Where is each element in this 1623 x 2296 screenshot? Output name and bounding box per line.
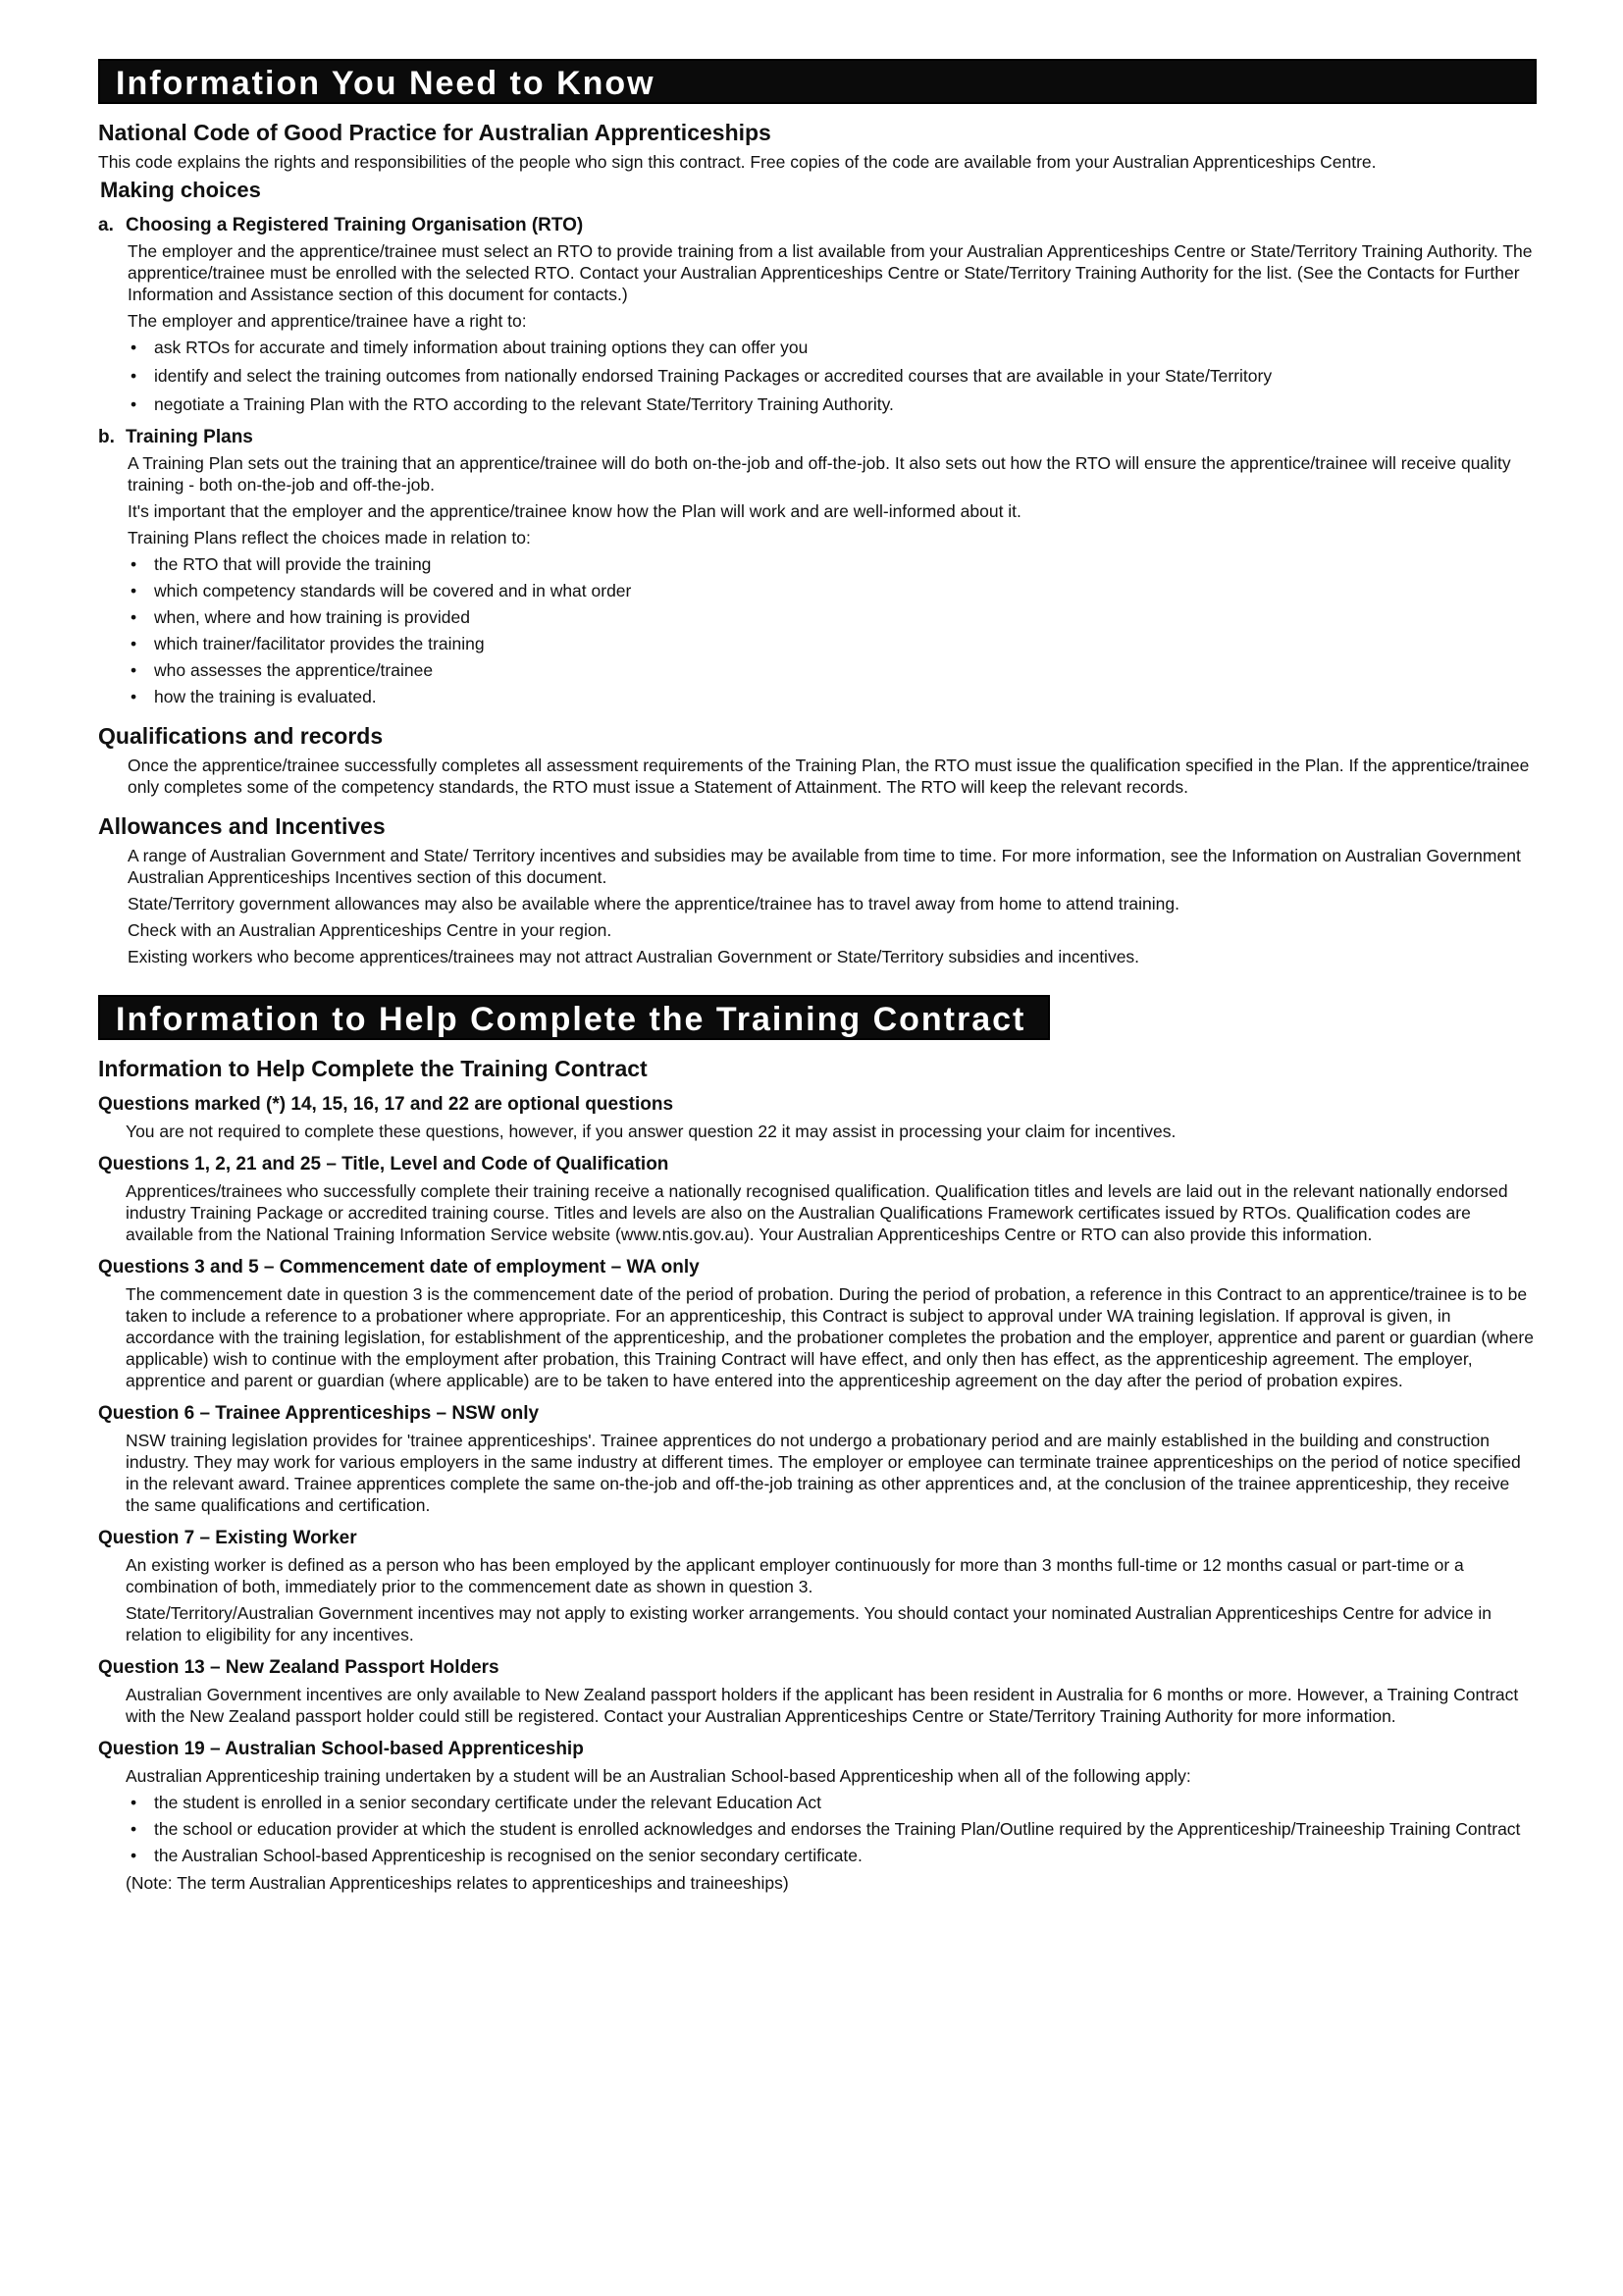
rto-paragraph-1: The employer and the apprentice/trainee must select an RTO to provide training from a list available from your Australian Apprenticeships Centre or State/Territory Training Authority. The apprentice/trainee must be enrolled with the selected RTO. Contact your Australian Apprenticeships Centre or State/Territory Training Authority for the list. (See the Contacts for Further Information and Assistance section of this document for contacts.) [128,241,1533,304]
nsw-trainee-heading: Question 6 – Trainee Apprenticeships – NSW only [98,1403,540,1424]
list-item: • which competency standards will be covered and in what order [128,580,1537,601]
allowances-paragraph-1: A range of Australian Government and State/ Territory incentives and subsidies may be available from time to time. For more information, see the Information on Australian Government Australian Apprenticeships Incentives section of this document. [128,846,1521,887]
subsection-b-marker: b. [98,427,115,447]
document-page [98,59,1537,1899]
qualification-questions-text: Apprentices/trainees who successfully complete their training receive a nationally recognised qualification. Qualification titles and levels are laid out in the relevant nationally endorsed industry Training Package or accredited training course. Titles and levels are also on the Australian Qualifications Framework certificates issued by RTOs. Qualification codes are available from the National Training Information Service website (www.ntis.gov.au). Your Australian Apprenticeships Centre or RTO can also provide this information. [126,1181,1508,1244]
qualifications-text: Once the apprentice/trainee successfully completes all assessment requirements of the Training Plan, the RTO must issue the qualification specified in the Plan. If the apprentice/trainee only completes some of the competency standards, the RTO must issue a Statement of Attainment. The RTO will keep the relevant records. [128,756,1530,797]
list-item: • negotiate a Training Plan with the RTO according to the relevant State/Territory Training Authority. [128,393,1537,415]
list-item: • the RTO that will provide the training [128,553,1537,575]
subsection-a-title: Choosing a Registered Training Organisation (RTO) [126,215,584,235]
optional-questions-text: You are not required to complete these questions, however, if you answer question 22 it may assist in processing your claim for incentives. [126,1122,1177,1141]
list-item: • when, where and how training is provided [128,606,1537,628]
existing-worker-paragraph-1: An existing worker is defined as a person who has been employed by the applicant employer continuously for more than 3 months full-time or 12 months casual or part-time or a combination of both, immediately prior to the commencement date as shown in question 3. [126,1555,1464,1596]
wa-commencement-text: The commencement date in question 3 is the commencement date of the period of probation. During the period of probation, a reference in this Contract to an apprentice/trainee is to be taken to include a reference to a probationer where appropriate. For an apprenticeship, this Contract is subject to approval under WA training legislation. If approval is given, in accordance with the training legislation, for establishment of the apprenticeship, and the probationer completes the probation and the employer, apprentice and parent or guardian (where applicable) wish to continue with the employment after probation, this Training Contract will have effect, and only then has effect, as the apprenticeship agreement. The employer, apprentice and parent or guardian (where applicable) are to be taken to have entered into the apprenticeship agreement on the day after the period of probation expires. [126,1284,1534,1390]
nz-passport-heading: Question 13 – New Zealand Passport Holders [98,1657,499,1678]
list-item: • which trainer/facilitator provides the training [128,633,1537,654]
school-based-note: (Note: The term Australian Apprenticeships relates to apprenticeships and traineeships) [126,1873,789,1893]
allowances-paragraph-2: State/Territory government allowances may also be available where the apprentice/trainee has to travel away from home to attend training. [128,894,1179,913]
training-plan-paragraph-1: A Training Plan sets out the training that an apprentice/trainee will do both on-the-job and off-the-job. It also sets out how the RTO will ensure the apprentice/trainee will receive quality training - both on-the-job and off-the-job. [128,453,1511,495]
section-banner-know: Information You Need to Know [98,59,1537,104]
qualifications-heading: Qualifications and records [98,723,384,749]
wa-commencement-heading: Questions 3 and 5 – Commencement date of employment – WA only [98,1257,700,1278]
nz-passport-text: Australian Government incentives are only available to New Zealand passport holders if the applicant has been resident in Australia for 6 months or more. However, a Training Contract with the New Zealand passport holder could still be registered. Contact your Australian Apprenticeships Centre or State/Territory Training Authority for more information. [126,1685,1519,1726]
allowances-paragraph-3: Check with an Australian Apprenticeships Centre in your region. [128,920,612,940]
list-item: • identify and select the training outcomes from nationally endorsed Training Packages or accredited courses that are available in your State/Territory [128,365,1537,387]
training-plan-paragraph-2: It's important that the employer and the apprentice/trainee know how the Plan will work and are well-informed about it. [128,501,1021,521]
rto-rights-list [98,337,1537,415]
training-plan-paragraph-3: Training Plans reflect the choices made in relation to: [128,528,531,548]
subsection-a-marker: a. [98,215,114,235]
list-item: • ask RTOs for accurate and timely information about training options they can offer you [128,337,1537,358]
allowances-paragraph-4: Existing workers who become apprentices/trainees may not attract Australian Government or State/Territory subsidies and incentives. [128,947,1140,966]
section-2 [98,995,1537,1894]
list-item: • who assesses the apprentice/trainee [128,659,1537,681]
subsection-b-title: Training Plans [126,427,253,447]
making-choices-heading: Making choices [100,178,261,202]
allowances-heading: Allowances and Incentives [98,813,386,839]
nsw-trainee-text: NSW training legislation provides for 'trainee apprenticeships'. Trainee apprentices do not undergo a probationary period and are mainly established in the building and construction industry. They may work for various employers in the same industry at different times. The employer or employee can terminate trainee apprenticeships on the period of notice specified in the relevant award. Trainee apprentices complete the same on-the-job and off-the-job training as other apprentices and, at the conclusion of the trainee apprenticeship, they receive the same qualifications and certification. [126,1431,1521,1515]
list-item: • how the training is evaluated. [128,686,1537,707]
school-based-list [98,1792,1537,1866]
training-plan-list [98,553,1537,707]
code-text: This code explains the rights and responsibilities of the people who sign this contract. Free copies of the code are available from your Australian Apprenticeships Centre. [98,152,1377,172]
qualification-questions-heading: Questions 1, 2, 21 and 25 – Title, Level and Code of Qualification [98,1154,669,1174]
optional-questions-heading: Questions marked (*) 14, 15, 16, 17 and 22 are optional questions [98,1094,674,1115]
rto-paragraph-2: The employer and apprentice/trainee have a right to: [128,311,527,331]
help-heading: Information to Help Complete the Training Contract [98,1056,648,1081]
list-item: • the student is enrolled in a senior secondary certificate under the relevant Education Act [128,1792,1537,1813]
list-item: • the school or education provider at which the student is enrolled acknowledges and endorses the Training Plan/Outline required by the Apprenticeship/Traineeship Training Contract [128,1818,1537,1840]
school-based-heading: Question 19 – Australian School-based Apprenticeship [98,1739,584,1759]
subsection-a-heading [98,215,1537,236]
list-item: • the Australian School-based Apprenticeship is recognised on the senior secondary certificate. [128,1845,1537,1866]
subsection-b-heading [98,427,1537,448]
school-based-intro: Australian Apprenticeship training undertaken by a student will be an Australian School-based Apprenticeship when all of the following apply: [126,1766,1191,1786]
existing-worker-paragraph-2: State/Territory/Australian Government incentives may not apply to existing worker arrangements. You should contact your nominated Australian Apprenticeships Centre for advice in relation to eligibility for any incentives. [126,1603,1492,1644]
code-heading: National Code of Good Practice for Australian Apprenticeships [98,120,771,145]
section-banner-help: Information to Help Complete the Training Contract [98,995,1050,1040]
existing-worker-heading: Question 7 – Existing Worker [98,1528,357,1548]
